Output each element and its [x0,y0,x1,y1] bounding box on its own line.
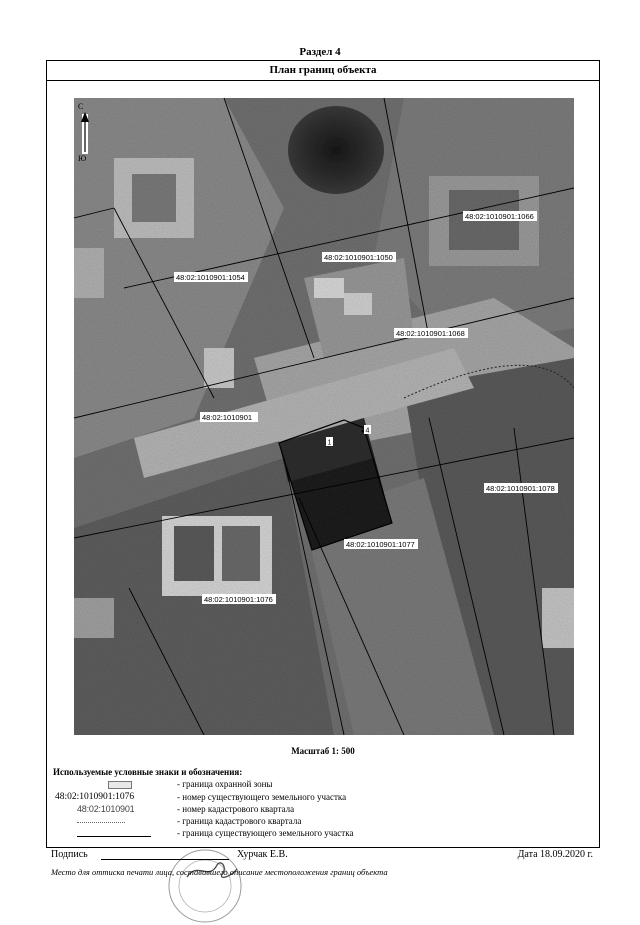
signatory-name: Хурчак Е.В. [237,849,288,860]
legend-title: Используемые условные знаки и обозначения: [53,767,243,777]
legend-symbol-zone [53,779,177,791]
parcel-label-1076: 48:02:1010901:1076 [204,595,273,604]
legend-desc-quarter-number: - номер кадастрового квартала [177,804,295,814]
legend-symbol-quarter-number [53,804,177,816]
legend-symbol-parcel-number [53,792,177,804]
legend-item-parcel-boundary [53,828,593,840]
compass-south-label: Ю [78,154,87,163]
signature-label: Подпись [51,849,88,860]
legend-quarter-number-sample: 48:02:1010901 [77,804,135,814]
legend-desc-parcel-number: - номер существующего земельного участка [177,792,347,802]
section-title: Раздел 4 [299,46,341,58]
parcel-label-1054: 48:02:1010901:1054 [176,273,245,282]
document-frame [46,60,600,877]
legend-symbol-solid [53,828,177,840]
legend-item-protection-zone [53,779,593,791]
legend-desc-zone: - граница охранной зоны [177,779,273,789]
map-scale: Масштаб 1: 500 [291,746,355,756]
parcel-label-1050: 48:02:1010901:1050 [324,253,393,262]
zone-box-icon [108,781,132,789]
solid-line-icon [77,836,151,837]
dotted-line-icon [77,822,125,823]
map-canvas [74,98,574,735]
legend-desc-parcel-boundary: - граница существующего земельного участка [177,828,354,838]
stamp-place-note: Место для оттиска печати лица, составившего описание местоположения границ объекта [51,867,388,877]
legend-item-quarter-number [53,804,593,816]
legend-parcel-number-sample: 48:02:1010901:1076 [55,792,135,802]
parcel-label-1068: 48:02:1010901:1068 [396,329,465,338]
parcel-label-1077: 48:02:1010901:1077 [346,540,415,549]
point-label-4: 4 [365,427,370,435]
legend-symbol-dotted [53,816,177,828]
legend-desc-quarter-boundary: - граница кадастрового квартала [177,816,302,826]
parcel-label-1066: 48:02:1010901:1066 [465,212,534,221]
quarter-label: 48:02:1010901 [202,413,253,422]
compass-north-label: С [78,102,84,111]
legend-item-quarter-boundary [53,816,593,828]
plan-title: План границ объекта [47,61,599,81]
signature-line [101,859,229,860]
north-arrow [76,102,94,166]
point-label-1: 1 [327,439,332,447]
legend-item-parcel-number [53,792,593,804]
signature-date: Дата 18.09.2020 г. [517,849,593,860]
parcel-label-1078: 48:02:1010901:1078 [486,484,555,493]
signature-row [51,849,599,863]
aerial-map [74,98,574,735]
